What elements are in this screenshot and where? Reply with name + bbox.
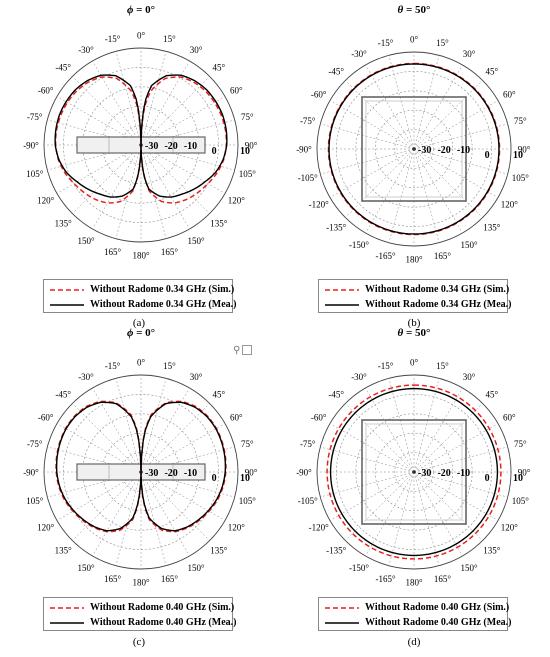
- angle-tick-label: -150°: [348, 562, 370, 573]
- grid-spoke: [345, 472, 414, 541]
- angle-tick-label: -15°: [104, 34, 121, 45]
- angle-tick-label: 150°: [460, 239, 478, 250]
- angle-tick-label: 120°: [37, 522, 55, 533]
- angle-tick-label: 165°: [433, 573, 452, 584]
- angle-tick-label: 0°: [409, 34, 419, 45]
- radial-tick-label: -20: [437, 145, 451, 156]
- angle-tick-label: 120°: [227, 195, 245, 206]
- title-value: = 50°: [406, 327, 431, 339]
- grid-spoke: [141, 472, 166, 566]
- angle-tick-label: 105°: [238, 495, 256, 506]
- radial-tick-label: -30: [145, 468, 159, 479]
- title-symbol: ϕ: [126, 327, 137, 339]
- angle-tick-label: 90°: [244, 467, 258, 478]
- grid-spoke: [414, 149, 483, 218]
- angle-tick-label: 75°: [240, 112, 254, 123]
- grid-spoke: [414, 55, 439, 149]
- legend-a: [43, 279, 237, 313]
- grid-spoke: [93, 388, 142, 472]
- polar-plot-b: [296, 4, 531, 265]
- radial-tick-label: -10: [183, 141, 198, 152]
- angle-tick-label: -15°: [377, 38, 394, 49]
- radial-tick-label: 0: [484, 473, 490, 484]
- angle-tick-label: -45°: [55, 389, 72, 400]
- radial-tick-label: 0: [211, 146, 217, 157]
- angle-tick-label: 75°: [513, 439, 527, 450]
- angle-tick-label: -60°: [310, 412, 327, 423]
- angle-tick-label: -75°: [299, 116, 316, 127]
- legend-item-mea: [50, 615, 236, 630]
- angle-tick-label: 165°: [160, 246, 179, 257]
- title-symbol: ϕ: [126, 4, 137, 16]
- angle-tick-label: 15°: [436, 38, 449, 49]
- angle-tick-label: 60°: [229, 85, 243, 96]
- angle-tick-label: 180°: [405, 254, 423, 265]
- grid-spoke: [366, 149, 415, 233]
- grid-spoke: [141, 388, 190, 472]
- angle-tick-label: 165°: [433, 250, 452, 261]
- grid-spoke: [116, 51, 141, 145]
- grid-spoke: [141, 51, 166, 145]
- title-symbol: θ: [397, 327, 407, 339]
- angle-tick-label: 150°: [187, 562, 205, 573]
- angle-tick-label: 165°: [103, 246, 122, 257]
- legend-label-sim: Without Radome 0.40 GHz (Sim.): [90, 602, 235, 613]
- grid-spoke: [414, 378, 439, 472]
- panel-label-d: (d): [407, 636, 421, 648]
- angle-tick-label: 135°: [483, 222, 501, 233]
- angle-tick-label: 120°: [500, 199, 518, 210]
- legend-label-mea: Without Radome 0.34 GHz (Mea.): [90, 299, 237, 310]
- radial-tick-label: 0: [211, 473, 217, 484]
- angle-tick-label: -120°: [308, 522, 329, 533]
- angle-tick-label: 135°: [54, 545, 72, 556]
- angle-tick-label: 135°: [483, 545, 501, 556]
- chart-title: [127, 4, 155, 16]
- image-tools[interactable]: [233, 343, 255, 357]
- angle-tick-label: 15°: [436, 361, 449, 372]
- polar-plot-d: [296, 327, 531, 588]
- angle-tick-label: -120°: [308, 199, 329, 210]
- angle-tick-label: -45°: [328, 389, 345, 400]
- angle-tick-label: -75°: [26, 112, 43, 123]
- dashed-line-icon: [325, 286, 359, 294]
- legend-label-mea: Without Radome 0.34 GHz (Mea.): [365, 299, 512, 310]
- panel-label-c: (c): [132, 636, 146, 648]
- radial-tick-label: 10: [240, 146, 250, 157]
- angle-tick-label: 75°: [240, 439, 254, 450]
- frame-icon[interactable]: [242, 345, 252, 355]
- title-symbol: θ: [397, 4, 407, 16]
- grid-spoke: [389, 472, 414, 566]
- polar-plot-a: [23, 4, 258, 261]
- angle-tick-label: 60°: [502, 89, 516, 100]
- radial-tick-label: -30: [418, 145, 432, 156]
- angle-tick-label: 105°: [26, 168, 44, 179]
- angle-tick-label: -105°: [297, 495, 318, 506]
- legend-item-mea: [325, 615, 511, 630]
- angle-tick-label: 60°: [502, 412, 516, 423]
- grid-spoke: [330, 149, 414, 198]
- angle-tick-label: 45°: [485, 66, 499, 77]
- angle-tick-label: 90°: [517, 144, 531, 155]
- legend-label-sim: Without Radome 0.34 GHz (Sim.): [90, 284, 235, 295]
- grid-spoke: [366, 388, 415, 472]
- angle-tick-label: 30°: [462, 49, 476, 60]
- angle-tick-label: 15°: [163, 361, 176, 372]
- legend-label-mea: Without Radome 0.40 GHz (Mea.): [90, 617, 237, 628]
- angle-tick-label: 150°: [460, 562, 478, 573]
- angle-tick-label: 120°: [37, 195, 55, 206]
- grid-spoke: [345, 80, 414, 149]
- legend-item-sim: [50, 600, 234, 615]
- angle-tick-label: 180°: [405, 577, 423, 588]
- legend-b: [318, 279, 512, 313]
- radial-tick-label: -20: [164, 141, 178, 152]
- angle-tick-label: -30°: [351, 372, 367, 383]
- angle-tick-label: 165°: [160, 573, 179, 584]
- angle-tick-label: 135°: [54, 218, 72, 229]
- angle-tick-label: 30°: [189, 372, 203, 383]
- angle-tick-label: -60°: [37, 412, 54, 423]
- radial-tick-label: 10: [240, 473, 250, 484]
- grid-spoke: [389, 149, 414, 243]
- legend-item-sim: [50, 282, 234, 297]
- dashed-line-icon: [50, 286, 84, 294]
- legend-c: [43, 597, 237, 631]
- angle-tick-label: 45°: [485, 389, 499, 400]
- angle-tick-label: 75°: [513, 116, 527, 127]
- radial-tick-label: -20: [437, 468, 451, 479]
- angle-tick-label: 90°: [244, 140, 258, 151]
- grid-spoke: [414, 149, 439, 243]
- grid-spoke: [414, 65, 463, 149]
- title-value: = 0°: [136, 327, 156, 339]
- grid-spoke: [72, 145, 141, 214]
- grid-spoke: [116, 378, 141, 472]
- share-icon[interactable]: ⚲: [233, 344, 241, 356]
- grid-spoke: [366, 65, 415, 149]
- radial-tick-label: -10: [456, 145, 471, 156]
- grid-spoke: [366, 472, 415, 556]
- angle-tick-label: 105°: [26, 495, 44, 506]
- angle-tick-label: -30°: [351, 49, 367, 60]
- legend-item-mea: [50, 297, 236, 312]
- grid-spoke: [345, 149, 414, 218]
- panel-label-b: (b): [407, 317, 421, 329]
- angle-tick-label: 30°: [189, 45, 203, 56]
- grid-spoke: [414, 149, 463, 233]
- angle-tick-label: 120°: [500, 522, 518, 533]
- angle-tick-label: -45°: [55, 62, 72, 73]
- grid-spoke: [414, 472, 463, 556]
- angle-tick-label: 45°: [212, 389, 226, 400]
- grid-spoke: [330, 101, 414, 150]
- grid-spoke: [414, 424, 498, 473]
- radial-tick-label: 0: [484, 150, 490, 161]
- center-dot: [412, 470, 416, 474]
- legend-item-mea: [325, 297, 511, 312]
- angle-tick-label: 165°: [103, 573, 122, 584]
- angle-tick-label: 90°: [517, 467, 531, 478]
- angle-tick-label: 105°: [238, 168, 256, 179]
- legend-label-sim: Without Radome 0.34 GHz (Sim.): [365, 284, 510, 295]
- angle-tick-label: 60°: [229, 412, 243, 423]
- grid-spoke: [320, 124, 414, 149]
- angle-tick-label: -90°: [296, 467, 312, 478]
- radial-tick-label: -30: [418, 468, 432, 479]
- grid-spoke: [414, 388, 463, 472]
- title-value: = 50°: [406, 4, 431, 16]
- grid-spoke: [320, 149, 414, 174]
- legend-item-sim: [325, 282, 509, 297]
- angle-tick-label: 105°: [511, 172, 529, 183]
- angle-tick-label: -30°: [78, 372, 94, 383]
- grid-spoke: [414, 472, 483, 541]
- angle-tick-label: -60°: [310, 89, 327, 100]
- grid-spoke: [414, 403, 483, 472]
- angle-tick-label: -75°: [26, 439, 43, 450]
- angle-tick-label: 0°: [136, 30, 146, 41]
- grid-spoke: [414, 101, 498, 150]
- polar-plot-c: [23, 327, 258, 588]
- grid-spoke: [389, 55, 414, 149]
- grid-spoke: [345, 403, 414, 472]
- grid-spoke: [116, 472, 141, 566]
- radial-tick-label: -20: [164, 468, 178, 479]
- angle-tick-label: 0°: [409, 357, 419, 368]
- grid-spoke: [389, 378, 414, 472]
- angle-tick-label: 105°: [511, 495, 529, 506]
- angle-tick-label: 180°: [132, 577, 150, 588]
- angle-tick-label: -75°: [299, 439, 316, 450]
- angle-tick-label: -30°: [78, 45, 94, 56]
- grid-spoke: [93, 61, 142, 145]
- center-dot: [412, 147, 416, 151]
- panel-label-a: (a): [132, 317, 146, 329]
- angle-tick-label: 150°: [77, 562, 95, 573]
- legend-label-mea: Without Radome 0.40 GHz (Mea.): [365, 617, 512, 628]
- angle-tick-label: -60°: [37, 85, 54, 96]
- angle-tick-label: 30°: [462, 372, 476, 383]
- grid-spoke: [320, 447, 414, 472]
- angle-tick-label: 150°: [187, 235, 205, 246]
- angle-tick-label: 45°: [212, 62, 226, 73]
- angle-tick-label: 120°: [227, 522, 245, 533]
- angle-tick-label: 180°: [132, 250, 150, 261]
- angle-tick-label: 15°: [163, 34, 176, 45]
- angle-tick-label: -45°: [328, 66, 345, 77]
- angle-tick-label: 135°: [210, 218, 228, 229]
- dashed-line-icon: [325, 604, 359, 612]
- angle-tick-label: -150°: [348, 239, 370, 250]
- radial-tick-label: -30: [145, 141, 159, 152]
- solid-line-icon: [325, 301, 359, 309]
- angle-tick-label: -90°: [23, 140, 39, 151]
- angle-tick-label: -90°: [23, 467, 39, 478]
- solid-line-icon: [50, 301, 84, 309]
- angle-tick-label: -165°: [375, 573, 396, 584]
- grid-spoke: [320, 472, 414, 497]
- angle-tick-label: -165°: [375, 250, 396, 261]
- grid-spoke: [141, 378, 166, 472]
- angle-tick-label: 0°: [136, 357, 146, 368]
- radial-tick-label: -10: [183, 468, 198, 479]
- grid-spoke: [414, 472, 439, 566]
- grid-spoke: [330, 472, 414, 521]
- angle-tick-label: 150°: [77, 235, 95, 246]
- angle-tick-label: -90°: [296, 144, 312, 155]
- angle-tick-label: -15°: [377, 361, 394, 372]
- legend-label-sim: Without Radome 0.40 GHz (Sim.): [365, 602, 510, 613]
- legend-item-sim: [325, 600, 509, 615]
- solid-line-icon: [50, 619, 84, 627]
- angle-tick-label: -15°: [104, 361, 121, 372]
- angle-tick-label: -135°: [326, 545, 347, 556]
- grid-spoke: [141, 61, 190, 145]
- angle-tick-label: -105°: [297, 172, 318, 183]
- legend-d: [318, 597, 512, 631]
- angle-tick-label: -135°: [326, 222, 347, 233]
- title-value: = 0°: [136, 4, 156, 16]
- angle-tick-label: 135°: [210, 545, 228, 556]
- radial-tick-label: 10: [513, 150, 523, 161]
- solid-line-icon: [325, 619, 359, 627]
- radial-tick-label: -10: [456, 468, 471, 479]
- grid-spoke: [414, 80, 483, 149]
- dashed-line-icon: [50, 604, 84, 612]
- radial-tick-label: 10: [513, 473, 523, 484]
- chart-title: [398, 4, 431, 16]
- grid-spoke: [330, 424, 414, 473]
